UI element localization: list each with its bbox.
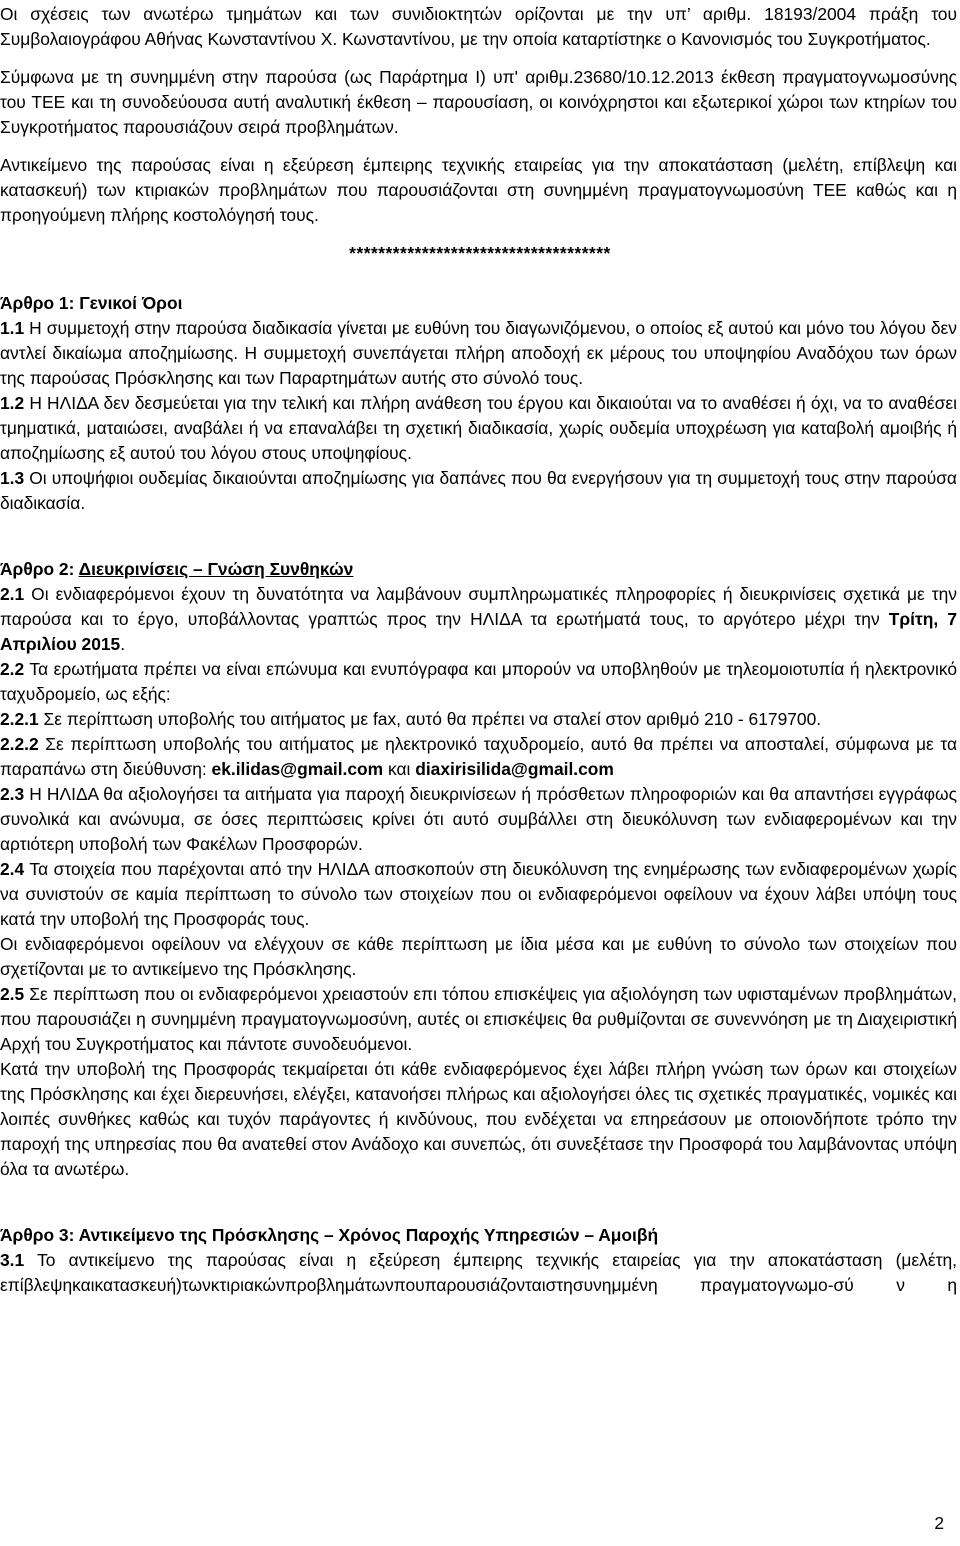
page-number: 2 bbox=[934, 1513, 944, 1533]
clause-text: Τα στοιχεία που παρέχονται από την ΗΛΙΔΑ αποσκοπούν στη διευκόλυνση της ενημέρωσης των ενδιαφερομένων χωρίς να συνιστούν σε καμία περίπτωση το σύνολο των στοιχείων που οι ενδιαφερόμενοι οφείλουν να έχουν λάβει υπόψη τους κατά την υποβολή της Προσφοράς τους. bbox=[0, 859, 957, 929]
clause-text: Τα ερωτήματα πρέπει να είναι επώνυμα και ενυπόγραφα και μπορούν να υποβληθούν με τηλεομοιοτυπία ή ηλεκτρονικό ταχυδρομείο, ως εξής: bbox=[0, 659, 957, 704]
intro-paragraph-1: Οι σχέσεις των ανωτέρω τμημάτων και των συνιδιοκτητών ορίζονται με την υπ’ αριθμ. 18193/2004 πράξη του Συμβολαιογράφου Αθήνας Κωνσταντίνου Χ. Κωνσταντίνου, με την οποία καταρτίστηκε ο Κανονισμός του Συγκροτήματος. bbox=[0, 4, 957, 49]
article-1-paragraph-2 bbox=[0, 391, 960, 466]
clause-text: Οι υποψήφιοι ουδεμίας δικαιούνται αποζημίωσης για δαπάνες που θα ενεργήσουν για τη συμμετοχή τους στην παρούσα διαδικασία. bbox=[0, 468, 957, 513]
clause-number: 1.1 bbox=[0, 318, 25, 338]
document-body bbox=[0, 2, 960, 1298]
article-2-title bbox=[0, 557, 960, 582]
spacer bbox=[0, 266, 960, 291]
article-2-paragraph-2-2 bbox=[0, 732, 960, 782]
clause-text: Σε περίπτωση που οι ενδιαφερόμενοι χρειαστούν επι τόπου επισκέψεις για αξιολόγηση των υφισταμένων προβλημάτων, που παρουσιάζει η συνημμένη πραγματογνωμοσύνη, αυτές οι επισκέψεις θα ρυθμίζονται σε συνεννόηση με τη Διαχειριστική Αρχή του Συγκροτήματος και πάντοτε συνοδευόμενοι. bbox=[0, 984, 957, 1054]
article-2-paragraph-1 bbox=[0, 582, 960, 657]
article-2-paragraph-2-1 bbox=[0, 707, 960, 732]
separator-stars: ************************************ bbox=[349, 243, 611, 263]
intro-paragraph-2: Σύμφωνα με τη συνημμένη στην παρούσα (ως Παράρτημα Ι) υπ' αριθμ.23680/10.12.2013 έκθεση πραγματογνωμοσύνης του ΤΕΕ και τη συνοδεύουσα αυτή αναλυτική έκθεση – παρουσίαση, οι κοινόχρηστοι και εξωτερικοί χώροι των κτηρίων του Συγκροτήματος παρουσιάζουν σειρά προβλημάτων. bbox=[0, 67, 957, 137]
article-2-paragraph-3 bbox=[0, 782, 960, 857]
article-1-paragraph-1 bbox=[0, 316, 960, 391]
spacer bbox=[0, 52, 960, 65]
clause-text: Το αντικείμενο της παρούσας είναι η εξεύρεση έμπειρης τεχνικής εταιρείας για την αποκατάσταση (μελέτη, επίβλεψηκαικατασκευή)τωνκτιριακώνπροβλημάτωνπουπαρουσιάζονταιστησυνημμένη πραγματογνωμο-σύ ν η bbox=[0, 1250, 957, 1295]
clause-text: Σε περίπτωση υποβολής του αιτήματος με fax, αυτό θα πρέπει να σταλεί στον αριθμό 210 - 6179700. bbox=[38, 709, 822, 729]
clause-number: 2.4 bbox=[0, 859, 25, 879]
article-3-title: Άρθρο 3: Αντικείμενο της Πρόσκλησης – Χρόνος Παροχής Υπηρεσιών – Αμοιβή bbox=[0, 1225, 659, 1245]
clause-number: 1.3 bbox=[0, 468, 25, 488]
article-1-title: Άρθρο 1: Γενικοί Όροι bbox=[0, 293, 183, 313]
clause-number: 2.3 bbox=[0, 784, 25, 804]
article-2-title-underlined: Διευκρινίσεις – Γνώση Συνθηκών bbox=[78, 559, 354, 579]
clause-number: 2.2.2 bbox=[0, 734, 39, 754]
article-2-paragraph-2 bbox=[0, 657, 960, 707]
clause-end: . bbox=[120, 634, 126, 654]
deadline-date: Τρίτη, 7 Απριλίου 2015 bbox=[0, 609, 958, 654]
clause-text: Η ΗΛΙΔΑ θα αξιολογήσει τα αιτήματα για παροχή διευκρινίσεων ή πρόσθετων πληροφοριών και θα απαντήσει εγγράφως συνολικά και ανώνυμα, σε όσες περιπτώσεις κρίνει ότι αυτό συμβάλλει στη διευκόλυνση των ενδιαφερομένων και την αρτιότερη υποβολή των Φακέλων Προσφορών. bbox=[0, 784, 957, 854]
spacer bbox=[0, 516, 960, 557]
article-2-paragraph-4b: Οι ενδιαφερόμενοι οφείλουν να ελέγχουν σε κάθε περίπτωση με ίδια μέσα και με ευθύνη το σύνολο των στοιχείων που σχετίζονται με το αντικείμενο της Πρόσκλησης. bbox=[0, 934, 957, 979]
clause-number: 2.1 bbox=[0, 584, 25, 604]
clause-text: Σε περίπτωση υποβολής του αιτήματος με ηλεκτρονικό ταχυδρομείο, αυτό θα πρέπει να αποσταλεί, σύμφωνα με τα παραπάνω στη διεύθυνση: bbox=[0, 734, 957, 779]
article-1-paragraph-3 bbox=[0, 466, 960, 516]
article-2-title-prefix: Άρθρο 2: bbox=[0, 559, 79, 579]
clause-text: Η ΗΛΙΔΑ δεν δεσμεύεται για την τελική και πλήρη ανάθεση του έργου και δικαιούται να το αναθέσει ή όχι, να το αναθέσει τμηματικά, ματαιώσει, αναβάλει ή να επαναλάβει τη σχετική διαδικασία, χωρίς ουδεμία υποχρέωση για καταβολή αμοιβής ή αποζημίωσης εξ αυτού του λόγου στους υποψηφίους. bbox=[0, 393, 957, 463]
spacer bbox=[0, 1182, 960, 1223]
clause-number: 2.2 bbox=[0, 659, 25, 679]
intro-paragraph-3: Αντικείμενο της παρούσας είναι η εξεύρεση έμπειρης τεχνικής εταιρείας για την αποκατάσταση (μελέτη, επίβλεψη και κατασκευή) των κτιριακών προβλημάτων που παρουσιάζονται στη συνημμένη πραγματογνωμοσύνη ΤΕΕ καθώς και η προηγούμενη πλήρης κοστολόγησή τους. bbox=[0, 155, 957, 225]
article-2-paragraph-4 bbox=[0, 857, 960, 932]
article-3-paragraph-1 bbox=[0, 1248, 960, 1298]
spacer bbox=[0, 228, 960, 241]
spacer bbox=[0, 140, 960, 153]
email-address-1[interactable]: ek.ilidas@gmail.com bbox=[211, 759, 384, 779]
article-2-paragraph-5 bbox=[0, 982, 960, 1057]
conjunction: και bbox=[383, 759, 416, 779]
clause-number: 1.2 bbox=[0, 393, 25, 413]
clause-text: Οι ενδιαφερόμενοι έχουν τη δυνατότητα να λαμβάνουν συμπληρωματικές πληροφορίες ή διευκρινίσεις σχετικά με την παρούσα και το έργο, υποβάλλοντας γραπτώς προς την ΗΛΙΔΑ τα ερωτήματά τους, το αργότερο μέχρι την bbox=[0, 584, 957, 629]
article-2-paragraph-5b: Κατά την υποβολή της Προσφοράς τεκμαίρεται ότι κάθε ενδιαφερόμενος έχει λάβει πλήρη γνώση των όρων και στοιχείων της Πρόσκλησης και έχει διερευνήσει, ελέγξει, κατανοήσει πλήρως και αξιολογήσει όλες τις σχετικές πραγματικές, νομικές και λοιπές συνθήκες καθώς και τυχόν παράγοντες ή κινδύνους, που ενδέχεται να επηρεάσουν με οποιονδήποτε τρόπο την παροχή της υπηρεσίας που θα ανατεθεί στον Ανάδοχο και συνεπώς, ότι συνεξέτασε την Προσφορά του λαμβάνοντας υπόψη όλα τα ανωτέρω. bbox=[0, 1059, 957, 1179]
clause-number: 2.2.1 bbox=[0, 709, 39, 729]
clause-text: Η συμμετοχή στην παρούσα διαδικασία γίνεται με ευθύνη του διαγωνιζόμενου, ο οποίος εξ αυτού και μόνο του λόγου δεν αντλεί δικαίωμα αποζημίωσης. Η συμμετοχή συνεπάγεται πλήρη αποδοχή εκ μέρους του υποψηφίου Αναδόχου των όρων της παρούσας Πρόσκλησης και των Παραρτημάτων αυτής στο σύνολό τους. bbox=[0, 318, 957, 388]
clause-number: 2.5 bbox=[0, 984, 25, 1004]
clause-number: 3.1 bbox=[0, 1250, 25, 1270]
email-address-2[interactable]: diaxirisilida@gmail.com bbox=[415, 759, 614, 779]
